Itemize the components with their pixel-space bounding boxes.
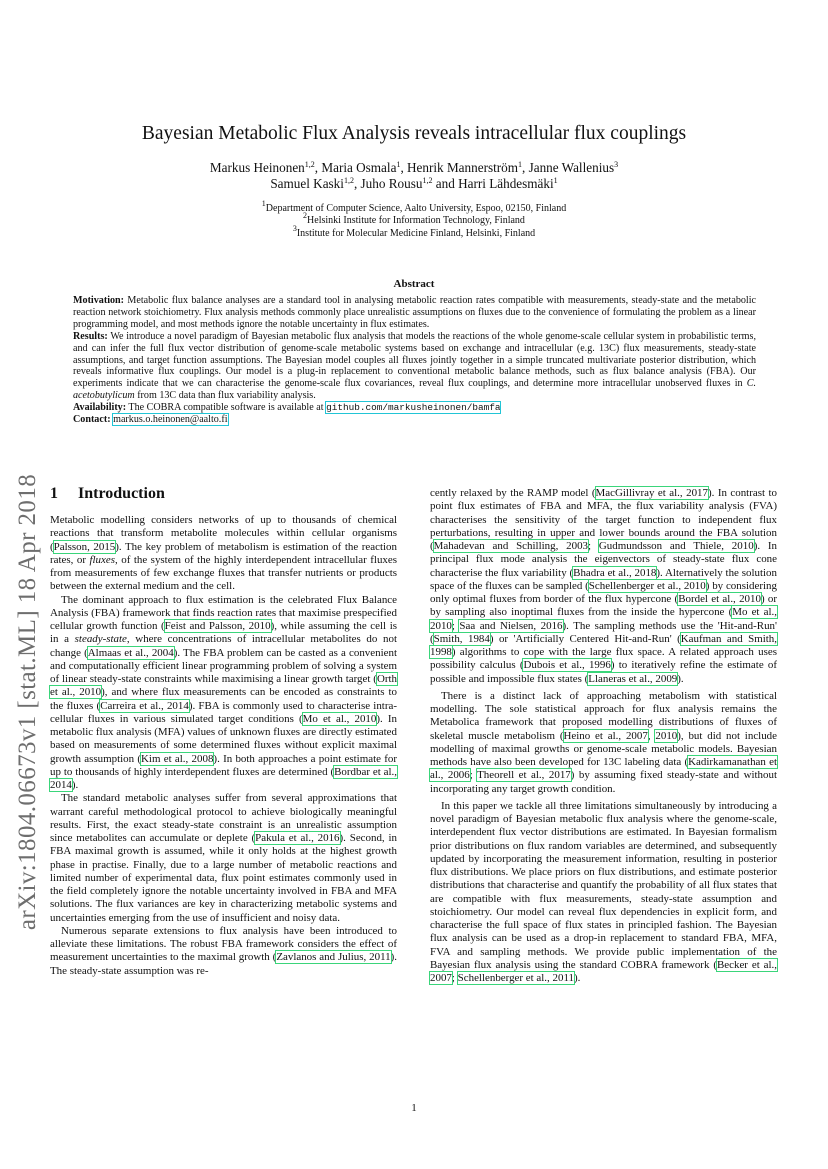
- affiliation: [60, 223, 768, 240]
- author-line-1: [60, 160, 768, 176]
- abstract-results: [73, 331, 756, 402]
- body-text: ).: [573, 972, 581, 984]
- body-text: ), and where flux measurements can be encoded as constraints to the fluxes (: [50, 686, 397, 712]
- body-text: The standard metabolic analyses suffer from several approximations that warrant careful methodological protocol to achieve biologically meaningful results. First, the exact steady-state constraint is an unrealistic assumption since metabolites can accumulate or deplete (: [50, 792, 397, 844]
- author-name: Markus Heinonen: [209, 160, 305, 175]
- affiliation-mark: 1: [261, 199, 266, 208]
- emphasis-text: steady-state: [74, 633, 127, 646]
- page-number: 1: [411, 1102, 417, 1114]
- author-name: Juho Rousu: [360, 176, 423, 191]
- body-text: ). FBA is commonly used to characterise intra-cellular fluxes in various simulated target conditions (: [50, 699, 397, 725]
- author-affiliation-mark: 1,2: [304, 160, 315, 169]
- author-separator: ,: [314, 160, 322, 175]
- arxiv-identifier-text: arXiv:1804.06673v1 [stat.ML] 18 Apr 2018: [14, 473, 42, 931]
- author-name: Janne Wallenius: [528, 160, 615, 175]
- arxiv-identifier-stamp: [14, 473, 42, 931]
- affiliation-mark: 2: [303, 211, 308, 221]
- body-text: ). The key problem of metabolism is estimation of the reaction rates, or: [50, 540, 397, 566]
- body-text: ), while assuming the cell is in a: [50, 620, 397, 646]
- body-paragraph: [430, 487, 777, 686]
- availability-text: The COBRA compatible software is available at: [126, 402, 327, 414]
- citation-link[interactable]: Bhadra et al., 2018: [573, 566, 657, 579]
- results-label: Results:: [73, 330, 108, 342]
- citation-link[interactable]: 2010: [655, 729, 678, 742]
- body-text: ). Alternatively the solution space of the fluxes can be sampled (: [430, 566, 777, 592]
- body-text: ). The sampling methods use the 'Hit-and-Run' (: [430, 619, 777, 645]
- citation-link[interactable]: Feist and Palsson, 2010: [164, 620, 271, 632]
- affiliation: [60, 199, 768, 215]
- availability-label: Availability:: [73, 402, 127, 414]
- affiliation-mark: 3: [292, 223, 297, 233]
- body-text: ;: [469, 769, 478, 782]
- abstract-body: [73, 295, 756, 426]
- affiliation-text: Institute for Molecular Medicine Finland, Helsinki, Finland: [296, 227, 536, 239]
- body-text: ) or 'Artificially Centered Hit-and-Run' (: [489, 632, 681, 645]
- citation-link[interactable]: Mahadevan and Schilling, 2003: [433, 540, 589, 552]
- results-text: We introduce a novel paradigm of Bayesian metabolic flux analysis that models the reactions of the whole genome-scale cellular system in probabilistic terms, and can infer the full flux vector distribution of genome-scale metabolic systems based on exchange and intracellular (e.g. 13C) flux measurements, steady-state assumptions, and target function assumptions. The Bayesian model couples all fluxes jointly together in a simple truncated multivariate posterior distribution, which reveals informative flux couplings. Our model is a plug-in replacement to conventional metabolic balance methods, such as flux balance analysis (FBA). Our experiments indicate that we can characterise the genome-scale flux covariances, reveal flux couplings, and determine more intracellular unobserved fluxes in: [73, 330, 756, 390]
- citation-link[interactable]: MacGillivray et al., 2017: [595, 487, 708, 499]
- author-affiliation-mark: 1: [518, 160, 522, 169]
- affiliation-text: Department of Computer Science, Aalto University, Espoo, 02150, Finland: [265, 203, 567, 214]
- body-paragraph: [50, 925, 397, 978]
- software-link[interactable]: github.com/markusheinonen/bamfa: [326, 402, 501, 414]
- body-text: , of the system of the highly interdependent intracellular fluxes from measurements of few exchange fluxes that transfer nutrients or products between the external medium and the cell.: [50, 553, 397, 593]
- author-affiliation-mark: 3: [614, 160, 619, 169]
- author-name: Maria Osmala: [321, 160, 397, 175]
- author-name: Henrik Mannerström: [407, 160, 518, 175]
- author-separator: ,: [353, 176, 361, 191]
- body-text: ).: [71, 779, 79, 791]
- body-text: Numerous separate extensions to flux analysis have been introduced to alleviate these limitations. The robust FBA framework considers the effect of measurement uncertainties to the maximal growth (: [50, 924, 397, 964]
- abstract-contact: [73, 414, 756, 426]
- citation-link[interactable]: Llaneras et al., 2009: [588, 672, 678, 685]
- left-column: [50, 484, 397, 978]
- citation-link[interactable]: Kaufman and Smith, 1998: [430, 632, 778, 658]
- body-text: ;: [588, 540, 599, 552]
- affiliation: [60, 211, 768, 227]
- citation-link[interactable]: Schellenberger et al., 2010: [588, 579, 706, 592]
- citation-link[interactable]: Bordbar et al., 2014: [50, 765, 397, 791]
- section-number: 1: [50, 485, 58, 502]
- body-text: ). In both approaches a point estimate for up to thousands of highly interdependent fluxes are determined (: [50, 752, 397, 778]
- author-line-2: [60, 176, 768, 192]
- citation-link[interactable]: Zavlanos and Julius, 2011: [276, 951, 391, 964]
- abstract-heading: Abstract: [393, 278, 435, 290]
- body-paragraph: [430, 800, 777, 986]
- contact-email-link[interactable]: markus.o.heinonen@aalto.fi: [113, 414, 228, 426]
- author-separator: ,: [522, 160, 529, 175]
- body-text: ) by considering only optimal fluxes from border of the flux hypercone (: [430, 579, 777, 605]
- body-text: ). In metabolic flux analysis (MFA) values of unknown fluxes are directly estimated based on measurements of some determined fluxes without explicit maximal growth assumption (: [50, 712, 397, 765]
- citation-link[interactable]: Smith, 1984: [433, 632, 490, 645]
- citation-link[interactable]: Almaas et al., 2004: [87, 646, 174, 659]
- body-text: ) by assuming fixed steady-state and without incorporating any target growth condition.: [430, 769, 777, 795]
- citation-link[interactable]: Orth et al., 2010: [50, 673, 397, 699]
- citation-link[interactable]: Kim et al., 2008: [141, 752, 214, 765]
- body-text: ) algorithms to cope with the large flux space. A related approach uses possibility calculus (: [430, 646, 777, 672]
- abstract-motivation: [73, 295, 756, 331]
- author-affiliation-mark: 1: [553, 176, 558, 185]
- body-text: ;: [451, 972, 458, 984]
- author-separator: ,: [400, 160, 408, 175]
- body-text: ). The steady-state assumption was re-: [50, 951, 397, 977]
- citation-link[interactable]: Becker et al., 2007: [430, 958, 777, 984]
- citation-link[interactable]: Kadirkamanathan et al., 2006: [430, 756, 777, 782]
- citation-link[interactable]: Gudmundsson and Thiele, 2010: [598, 540, 754, 552]
- body-text: Metabolic modelling considers networks of up to thousands of chemical reactions that transform metabolite molecules within cellular organisms (: [50, 514, 397, 553]
- citation-link[interactable]: Dubois et al., 1996: [523, 659, 611, 672]
- author-affiliation-mark: 1,2: [422, 176, 433, 185]
- body-paragraph: [50, 792, 397, 925]
- citation-link[interactable]: Mo et al., 2010: [302, 712, 377, 725]
- body-paragraph: [50, 514, 397, 594]
- author-affiliation-mark: 1: [396, 160, 401, 169]
- section-title: Introduction: [78, 485, 165, 502]
- author-name: Samuel Kaski: [270, 176, 344, 191]
- citation-link[interactable]: Carreira et al., 2014: [100, 699, 189, 712]
- citation-link[interactable]: Theorell et al., 2017: [477, 769, 571, 782]
- body-text: ,: [647, 729, 656, 742]
- body-text: cently relaxed by the RAMP model (: [430, 487, 596, 499]
- contact-label: Contact:: [73, 414, 111, 426]
- body-text: There is a distinct lack of approaching metabolism with statistical modelling. The sole statistical approach for flux analysis remains the Metabolica framework that proposed modelling distributions of fluxes of skeletal muscle metabolism (: [430, 689, 777, 742]
- body-text: ). The FBA problem can be casted as a convenient and computationally efficient linear programming problem of solving a system of linear steady-state constraints while maximising a linear growth target (: [50, 646, 397, 685]
- motivation-label: Motivation:: [73, 295, 125, 306]
- body-text: ;: [451, 619, 460, 632]
- affiliation-text: Helsinki Institute for Information Technology, Finland: [307, 215, 525, 227]
- body-text: ). Second, in FBA maximal growth is assumed, while it only holds at the highest growth phase in practise. Finally, due to a large number of metabolic reactions and limited number of experimental data, flux point estimates commonly used in the field completely ignore the notable uncertainty involved in FBA and MFA solutions. The flux variances are key in characterizing metabolic systems and uncertainties emerging from the use of insufficient and noisy data.: [50, 832, 397, 924]
- citation-link[interactable]: Saa and Nielsen, 2016: [459, 619, 563, 632]
- citation-link[interactable]: Heino et al., 2007: [563, 729, 648, 742]
- body-paragraph: [50, 594, 397, 793]
- body-text: , where concentrations of intracellular metabolites do not change (: [50, 633, 397, 659]
- body-paragraph: [430, 690, 777, 796]
- citation-link[interactable]: Schellenberger et al., 2011: [457, 972, 574, 984]
- author-list: [60, 160, 768, 192]
- citation-link[interactable]: Palsson, 2015: [53, 540, 116, 553]
- abstract-availability: [73, 402, 756, 414]
- affiliation-list: [60, 199, 768, 240]
- author-affiliation-mark: 1,2: [343, 176, 354, 185]
- section-heading: [50, 484, 397, 504]
- results-text-end: from 13C data than flux variability analysis.: [134, 390, 316, 402]
- emphasis-text: fluxes: [89, 553, 115, 566]
- author-name: Harri Lähdesmäki: [458, 176, 554, 191]
- body-text: The dominant approach to flux estimation is the celebrated Flux Balance Analysis (FBA) framework that finds reaction rates that maximise prespecified cellular growth function (: [50, 593, 397, 632]
- body-text: ). In contrast to point flux estimates of FBA and MFA, the flux variability analysis (FVA) characterises the sensitivity of the target function to independent flux perturbations, resulting in upper and lower bounds around the FBA solution (: [430, 487, 777, 552]
- citation-link[interactable]: Bordel et al., 2010: [678, 593, 761, 605]
- motivation-text: Metabolic flux balance analyses are a standard tool in analysing metabolic reaction rates compatible with measurements, steady-state and the metabolic reaction network stoichiometry. Flux analysis methods commonly place unrealistic assumptions on fluxes due to the convenience of formulating the problem as a linear programming model, and most methods ignore the notable uncertainty in flux estimates.: [73, 295, 756, 330]
- paper-title: Bayesian Metabolic Flux Analysis reveals intracellular flux couplings: [141, 123, 687, 144]
- body-text: ), but did not include modelling of maximal growths or genome-scale metabolic models. Bayesian methods have also been developed for 13C labeling data (: [430, 729, 777, 768]
- body-text: ). In principal flux mode analysis the eigenvectors of steady-state flux cone characterise the flux variability (: [430, 540, 777, 579]
- citation-link[interactable]: Mo et al., 2010: [430, 606, 777, 632]
- right-column: [430, 487, 777, 985]
- body-text: ) or by sampling also inoptimal fluxes from the inside the hypercone (: [430, 593, 777, 619]
- results-organism: C. acetobutylicum: [73, 378, 756, 402]
- citation-link[interactable]: Pakula et al., 2016: [255, 832, 340, 844]
- body-text: In this paper we tackle all three limitations simultaneously by introducing a novel paradigm of Bayesian metabolic flux analysis where the genome-scale, interdependent flux vector distributions are estimated. In Bayesian formalism prior distributions on flux random variables are determined, and subsequently updated by incorporating the measurement information, resulting in posterior flux distributions. We place priors on flux distributions, and estimate posterior distributions that characterise and quantify the probability of all flux states that are compatible with flux measurements, steady-state assumption and stoichiometry. Our model can reveal flux dependencies in explicit form, and characterise the full space of flux states in principled fashion. The Bayesian flux analysis can be used as a drop-in replacement to standard FBA, MFA, FVA and sampling methods. We provide public implementation of the Bayesian flux analysis using the standard COBRA framework (: [430, 799, 777, 971]
- body-text: ).: [677, 672, 684, 685]
- author-separator: and: [432, 176, 459, 191]
- body-text: ) to iteratively refine the estimate of possible and impossible flux states (: [430, 659, 778, 685]
